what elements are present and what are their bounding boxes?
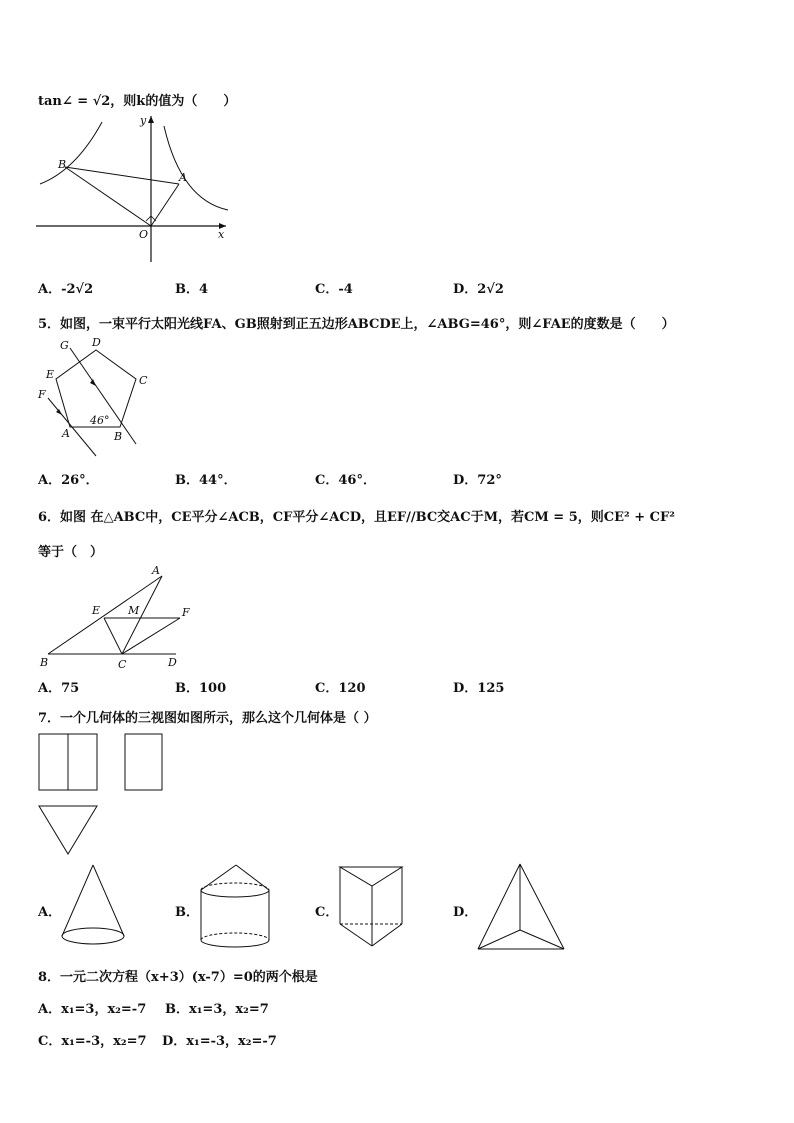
q7-option-c-triangular-prism [336,862,408,950]
label-c: C [118,658,127,671]
q6-option-b[interactable]: B．100 [175,681,227,696]
q4-option-d[interactable]: D．2√2 [453,282,504,297]
q5-stem: 5．如图，一束平行太阳光线FA、GB照射到正五边形ABCDE上，∠ABG=46°，则∠FAE的度数是（ ） [38,317,675,332]
side-view [125,734,162,790]
side-ba [48,576,162,654]
q5-figure [36,332,166,458]
label-e: E [92,604,101,617]
q7-option-d-tetrahedron [474,860,570,954]
q6-figure [36,562,196,672]
ray-gb [70,348,136,444]
q4-stem: tan∠ = √2，则k的值为（ ） [38,94,237,109]
q7-option-d[interactable]: D． [453,905,478,920]
q5-option-c[interactable]: C．46°． [315,473,376,488]
q4-figure [36,112,232,264]
segment-ce [104,618,122,654]
point-label-a: A [179,171,187,184]
segment-bo [65,167,151,226]
q6-stem: 6．如图 在△ABC中，CE平分∠ACB，CF平分∠ACD，且EF//BC交AC于M，若CM = 5，则CE² + CF² [38,510,675,525]
q8-option-d[interactable]: D．x₁=-3，x₂=-7 [162,1034,277,1049]
q7-option-b-cone-on-cylinder [196,862,276,952]
label-m: M [128,604,140,617]
label-a: A [152,564,160,577]
label-g: G [60,339,69,352]
q7-three-views [36,730,170,858]
q8-option-b[interactable]: B．x₁=3，x₂=7 [165,1002,269,1017]
q7-option-a[interactable]: A． [38,905,62,920]
point-label-b: B [58,158,67,171]
label-e: E [46,368,55,381]
q4-option-a[interactable]: A．-2√2 [38,282,94,297]
label-b: B [40,656,49,669]
origin-label: O [139,228,149,241]
label-d: D [168,656,177,669]
q7-stem: 7．一个几何体的三视图如图所示，那么这个几何体是（ ） [38,711,377,726]
q5-option-a[interactable]: A．26°． [38,473,99,488]
label-b: B [114,430,123,443]
label-c: C [139,374,148,387]
q5-option-b[interactable]: B．44°． [175,473,237,488]
q6-option-a[interactable]: A．75 [38,681,80,696]
q7-option-a-cone [58,862,132,950]
hyperbola-left-branch [40,122,102,184]
q7-option-b[interactable]: B． [175,905,199,920]
q8-option-c[interactable]: C．x₁=-3，x₂=7 [38,1034,147,1049]
axis-label-y: y [140,114,147,127]
q8-option-a[interactable]: A．x₁=3，x₂=-7 [38,1002,147,1017]
label-a: A [62,427,70,440]
label-d: D [92,336,101,349]
top-view [39,806,97,854]
label-f: F [38,388,46,401]
q6-stem-continued: 等于（ ） [38,545,104,560]
label-f: F [182,606,190,619]
angle-label: 46° [90,414,110,427]
q4-option-b[interactable]: B．4 [175,282,209,297]
axis-label-x: x [218,228,225,241]
q6-option-d[interactable]: D．125 [453,681,505,696]
segment-ab [65,167,179,184]
q5-option-d[interactable]: D．72° [453,473,502,488]
q6-option-c[interactable]: C．120 [315,681,366,696]
q7-option-c[interactable]: C． [315,905,339,920]
q8-stem: 8．一元二次方程（x+3）(x-7）=0的两个根是 [38,970,318,985]
hyperbola-right-branch [164,126,228,210]
q4-option-c[interactable]: C．-4 [315,282,353,297]
